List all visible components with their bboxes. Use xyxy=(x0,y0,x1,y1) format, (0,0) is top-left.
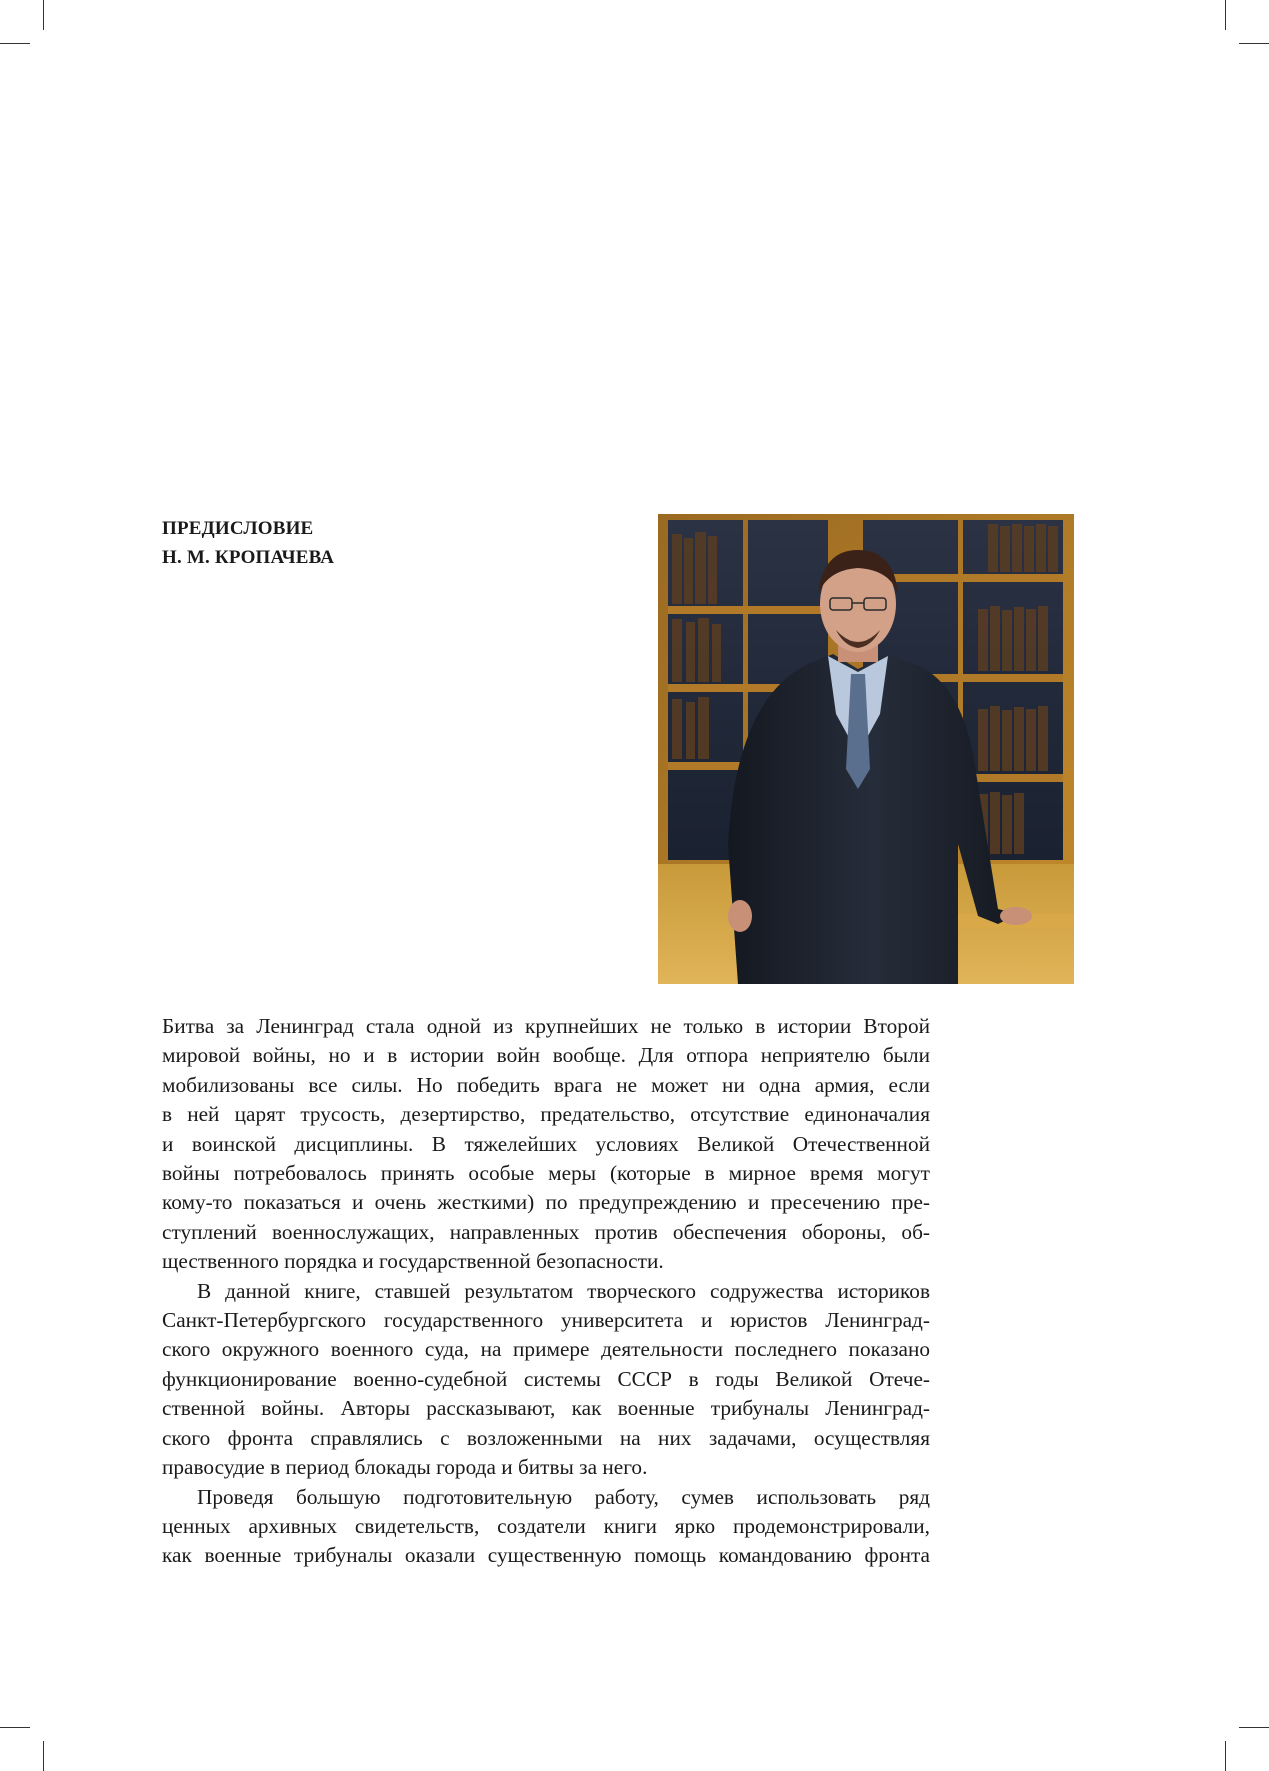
text-line: мобилизованы все силы. Но победить врага не может ни одна армия, если xyxy=(162,1072,930,1097)
portrait-photo xyxy=(658,514,1074,984)
text-line: мировой войны, но и в истории войн вообще. Для отпора неприятелю были xyxy=(162,1043,930,1068)
text-line: правосудие в период блокады города и битвы за него. xyxy=(162,1455,648,1480)
paragraph-2 xyxy=(162,1277,930,1483)
section-heading xyxy=(162,514,334,572)
crop-mark-top-right-h xyxy=(1239,43,1269,44)
text-line: Битва за Ленинград стала одной из крупнейших не только в истории Второй xyxy=(162,1014,930,1038)
crop-mark-bottom-left-h xyxy=(0,1727,30,1728)
text-line: и воинской дисциплины. В тяжелейших условиях Великой Отечественной xyxy=(162,1131,930,1156)
crop-mark-bottom-left xyxy=(43,1741,44,1771)
paragraph-3 xyxy=(162,1483,930,1571)
crop-mark-top-left-h xyxy=(0,43,30,44)
heading-author: Н. М. КРОПАЧЕВА xyxy=(162,547,335,568)
heading-title: ПРЕДИСЛОВИЕ xyxy=(162,518,314,539)
text-line: ственной войны. Авторы рассказывают, как военные трибуналы Ленинград- xyxy=(162,1396,930,1421)
text-line: кому-то показаться и очень жесткими) по предупреждению и пресечению пре- xyxy=(162,1190,930,1215)
text-line: войны потребовалось принять особые меры (которые в мирное время могут xyxy=(162,1161,930,1186)
text-line: В данной книге, ставшей результатом творческого содружества историков xyxy=(197,1278,930,1303)
crop-mark-top-right xyxy=(1225,0,1226,30)
crop-mark-top-left xyxy=(43,0,44,30)
body-text xyxy=(162,1012,930,1571)
text-line: ского фронта справлялись с возложенными на них задачами, осуществляя xyxy=(162,1425,930,1450)
crop-mark-bottom-right-h xyxy=(1239,1727,1269,1728)
text-line: как военные трибуналы оказали существенную помощь командованию фронта xyxy=(162,1543,930,1568)
text-line: Санкт-Петербургского государственного университета и юристов Ленинград- xyxy=(162,1308,930,1333)
text-line: функционирование военно-судебной системы СССР в годы Великой Отече- xyxy=(162,1366,930,1391)
text-line: ценных архивных свидетельств, создатели книги ярко продемонстрировали, xyxy=(162,1513,930,1538)
text-line: Проведя большую подготовительную работу, сумев использовать ряд xyxy=(197,1484,930,1509)
text-line: ского окружного военного суда, на примере деятельности последнего показано xyxy=(162,1337,930,1362)
crop-mark-bottom-right xyxy=(1225,1741,1226,1771)
paragraph-1 xyxy=(162,1012,930,1277)
text-line: щественного порядка и государственной безопасности. xyxy=(162,1249,664,1274)
text-line: в ней царят трусость, дезертирство, предательство, отсутствие единоначалия xyxy=(162,1102,930,1127)
text-line: ступлений военнослужащих, направленных против обеспечения обороны, об- xyxy=(162,1219,930,1244)
